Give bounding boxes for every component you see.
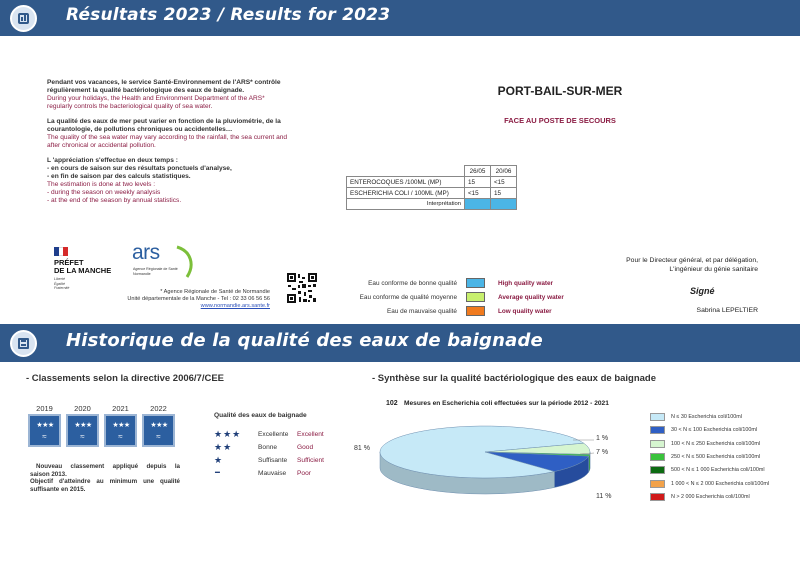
intro-line: regularly controls the bacteriological quality of sea water. (47, 103, 213, 110)
intro-line: Pendant vos vacances, le service Santé-Environnement de l'ARS* contrôle (47, 79, 281, 86)
intro-line: - en fin de saison par des calculs statistiques. (47, 173, 191, 180)
motto-line: Liberté (54, 277, 65, 281)
legend-swatch-average (466, 292, 485, 302)
results-banner-title: Résultats 2023 / Results for 2023 (66, 5, 391, 25)
agency-name: * Agence Régionale de Santé de Normandie (160, 289, 270, 295)
two-stars-icon: ★★ (214, 442, 233, 452)
pie-legend (650, 411, 790, 505)
french-flag-icon (54, 247, 68, 256)
stars-icon: ★★★ (36, 422, 54, 429)
legend-label-en: Average quality water (498, 294, 564, 301)
quality-fr: Mauvaise (258, 470, 287, 477)
pie-legend-swatch (650, 453, 665, 461)
legend-swatch-low (466, 306, 485, 316)
results-row (347, 188, 517, 199)
bar-chart-icon (10, 5, 37, 32)
excellent-badge (142, 414, 175, 447)
pie-legend-swatch (650, 440, 665, 448)
result-value: <15 (465, 188, 491, 199)
pie-legend-swatch (650, 413, 665, 421)
history-banner (0, 324, 800, 362)
intro-line: after chronical or accidental pollution. (47, 142, 156, 149)
three-stars-icon: ★★★ (214, 429, 242, 439)
classification-heading: - Classements selon la directive 2006/7/CEE (26, 373, 225, 384)
quality-scale-title: Qualité des eaux de baignade (214, 412, 307, 419)
intro-p1-fr (47, 79, 337, 95)
motto-line: Fraternité (54, 286, 70, 290)
intro-p2-en (47, 134, 337, 150)
note-line: Nouveau classement appliqué depuis la (36, 463, 180, 470)
excellent-badge (28, 414, 61, 447)
results-header-row (347, 166, 517, 177)
pie-legend-swatch (650, 480, 665, 488)
swimmer-icon: ≈ (80, 432, 85, 441)
intro-p3-en (47, 181, 337, 205)
prefet-line: PRÉFET (54, 258, 84, 267)
stars-icon: ★★★ (74, 422, 92, 429)
signature-block (570, 256, 758, 274)
note-line: suffisante en 2015. (30, 485, 86, 493)
agency-info (110, 289, 270, 310)
interpretation-row (347, 199, 517, 210)
dash-icon: ━ (215, 468, 221, 477)
ars-wordmark: ars (132, 241, 160, 264)
swimmer-icon: ≈ (156, 432, 161, 441)
date-header: 26/05 (465, 166, 491, 177)
quality-en: Sufficient (297, 457, 325, 464)
agency-unit: Unité départementale de la Manche - Tel : 02 33 06 56 56 (127, 296, 270, 302)
header-blank (347, 166, 465, 177)
pie-data-label: 81 % (354, 445, 370, 452)
quality-en: Poor (297, 470, 311, 477)
prefet-logo (54, 247, 114, 291)
year-label: 2019 (36, 404, 53, 413)
intro-line: La qualité des eaux de mer peut varier en fonction de la pluviométrie, de la (47, 118, 281, 125)
stars-icon: ★★★ (112, 422, 130, 429)
site-name: PORT-BAIL-SUR-MER (497, 84, 623, 98)
year-label: 2022 (150, 404, 167, 413)
results-table (346, 165, 517, 210)
stars-icon: ★★★ (150, 422, 168, 429)
pie-legend-swatch (650, 493, 665, 501)
pie-chart-title: Mesures en Escherichia coli effectuées sur la période 2012 - 2021 (404, 400, 609, 407)
quality-fr: Excellente (258, 431, 289, 438)
signatory-name: Sabrina LEPELTIER (696, 307, 758, 314)
legend-swatch-high (466, 278, 485, 288)
legend-label-en: Low quality water (498, 308, 552, 315)
swimmer-icon: ≈ (42, 432, 47, 441)
date-header: 20/06 (491, 166, 517, 177)
quality-fr: Bonne (258, 444, 278, 451)
pie-legend-label: 500 < N ≤ 1 000 Escherichia coli/100ml (671, 467, 765, 474)
agency-link[interactable]: www.normandie.ars.sante.fr (200, 303, 270, 309)
prefet-line: DE LA MANCHE (54, 266, 112, 275)
interpretation-cell (465, 199, 491, 210)
year-label: 2021 (112, 404, 129, 413)
quality-fr: Suffisante (258, 457, 288, 464)
quality-en: Good (297, 444, 314, 451)
measurement-count: 102 (386, 400, 398, 407)
pie-legend-swatch (650, 426, 665, 434)
classification-note (30, 463, 180, 493)
interpretation-label: Interprétation (347, 199, 465, 210)
legend-label-fr: Eau de mauvaise qualité (387, 308, 457, 315)
site-spot: FACE AU POSTE DE SECOURS (504, 116, 616, 125)
intro-line: - during the season on weekly analysis (47, 189, 161, 196)
intro-line: - at the end of the season by annual statistics. (47, 197, 182, 204)
note-line: saison 2013. (30, 470, 67, 478)
pie-legend-label: 30 < N ≤ 100 Escherichia coli/100ml (671, 427, 758, 434)
intro-line: The estimation is done at two levels : (47, 181, 156, 188)
pie-data-label: 7 % (596, 449, 609, 456)
pie-legend-label: N > 2 000 Escherichia coli/100ml (671, 493, 750, 500)
interpretation-cell (491, 199, 517, 210)
results-banner (0, 0, 800, 36)
intro-text (47, 79, 337, 205)
signature-signed: Signé (690, 286, 715, 296)
results-row (347, 177, 517, 188)
intro-line: L 'appréciation s'effectue en deux temps : (47, 157, 178, 164)
intro-line: régulièrement la qualité bactériologique des eaux de baignade. (47, 87, 245, 94)
pie-data-label: 11 % (596, 493, 612, 500)
document-icon (10, 330, 37, 357)
quality-en: Excellent (297, 431, 324, 438)
ars-subtitle: Agence Régionale de Santé (133, 267, 178, 271)
motto-line: Égalité (54, 281, 65, 286)
result-value: 15 (491, 188, 517, 199)
result-value: <15 (491, 177, 517, 188)
parameter-label: ENTEROCOQUES /100ML (MP) (347, 177, 465, 188)
history-banner-title: Historique de la qualité des eaux de baignade (66, 330, 543, 351)
intro-line: - en cours de saison sur des résultats ponctuels d'analyse, (47, 165, 232, 172)
pie-legend-label: N ≤ 30 Escherichia coli/100ml (671, 414, 742, 420)
intro-line: During your holidays, the Health and Environment Department of the ARS* (47, 95, 265, 102)
legend-label-fr: Eau conforme de qualité moyenne (359, 294, 457, 301)
synthesis-heading: - Synthèse sur la qualité bactériologique des eaux de baignade (372, 373, 657, 384)
note-line: Objectif d'atteindre au minimum une qualité (30, 478, 180, 485)
year-label: 2020 (74, 404, 91, 413)
intro-line: The quality of the sea water may vary according to the rainfall, the sea current and (47, 134, 288, 141)
intro-line: courantologie, de pollutions chroniques ou accidentelles… (47, 126, 233, 133)
pie-legend-label: 100 < N ≤ 250 Escherichia coli/100ml (671, 440, 761, 447)
ars-region: Normandie (133, 272, 151, 276)
pie-data-label: 1 % (596, 435, 609, 442)
parameter-label: ESCHERICHIA COLI / 100ML (MP) (347, 188, 465, 199)
excellent-badge (66, 414, 99, 447)
intro-p3-fr (47, 157, 337, 181)
signature-line1: Pour le Directeur général, et par délégation, (626, 257, 758, 264)
pie-legend-label: 250 < N ≤ 500 Escherichia coli/100ml (671, 453, 761, 460)
pie-legend-swatch (650, 466, 665, 474)
pie-graphic (354, 426, 611, 500)
pie-legend-label: 1 000 < N ≤ 2 000 Escherichia coli/100ml (671, 480, 770, 487)
legend-label-fr: Eau conforme de bonne qualité (368, 280, 457, 287)
result-value: 15 (465, 177, 491, 188)
legend-label-en: High quality water (498, 280, 554, 287)
excellent-badge (104, 414, 137, 447)
intro-p2-fr (47, 118, 337, 134)
swimmer-icon: ≈ (118, 432, 123, 441)
signature-line2: L'ingénieur du génie sanitaire (669, 266, 758, 273)
one-star-icon: ★ (214, 455, 224, 465)
ars-logo (131, 243, 201, 283)
intro-p1-en (47, 95, 337, 111)
